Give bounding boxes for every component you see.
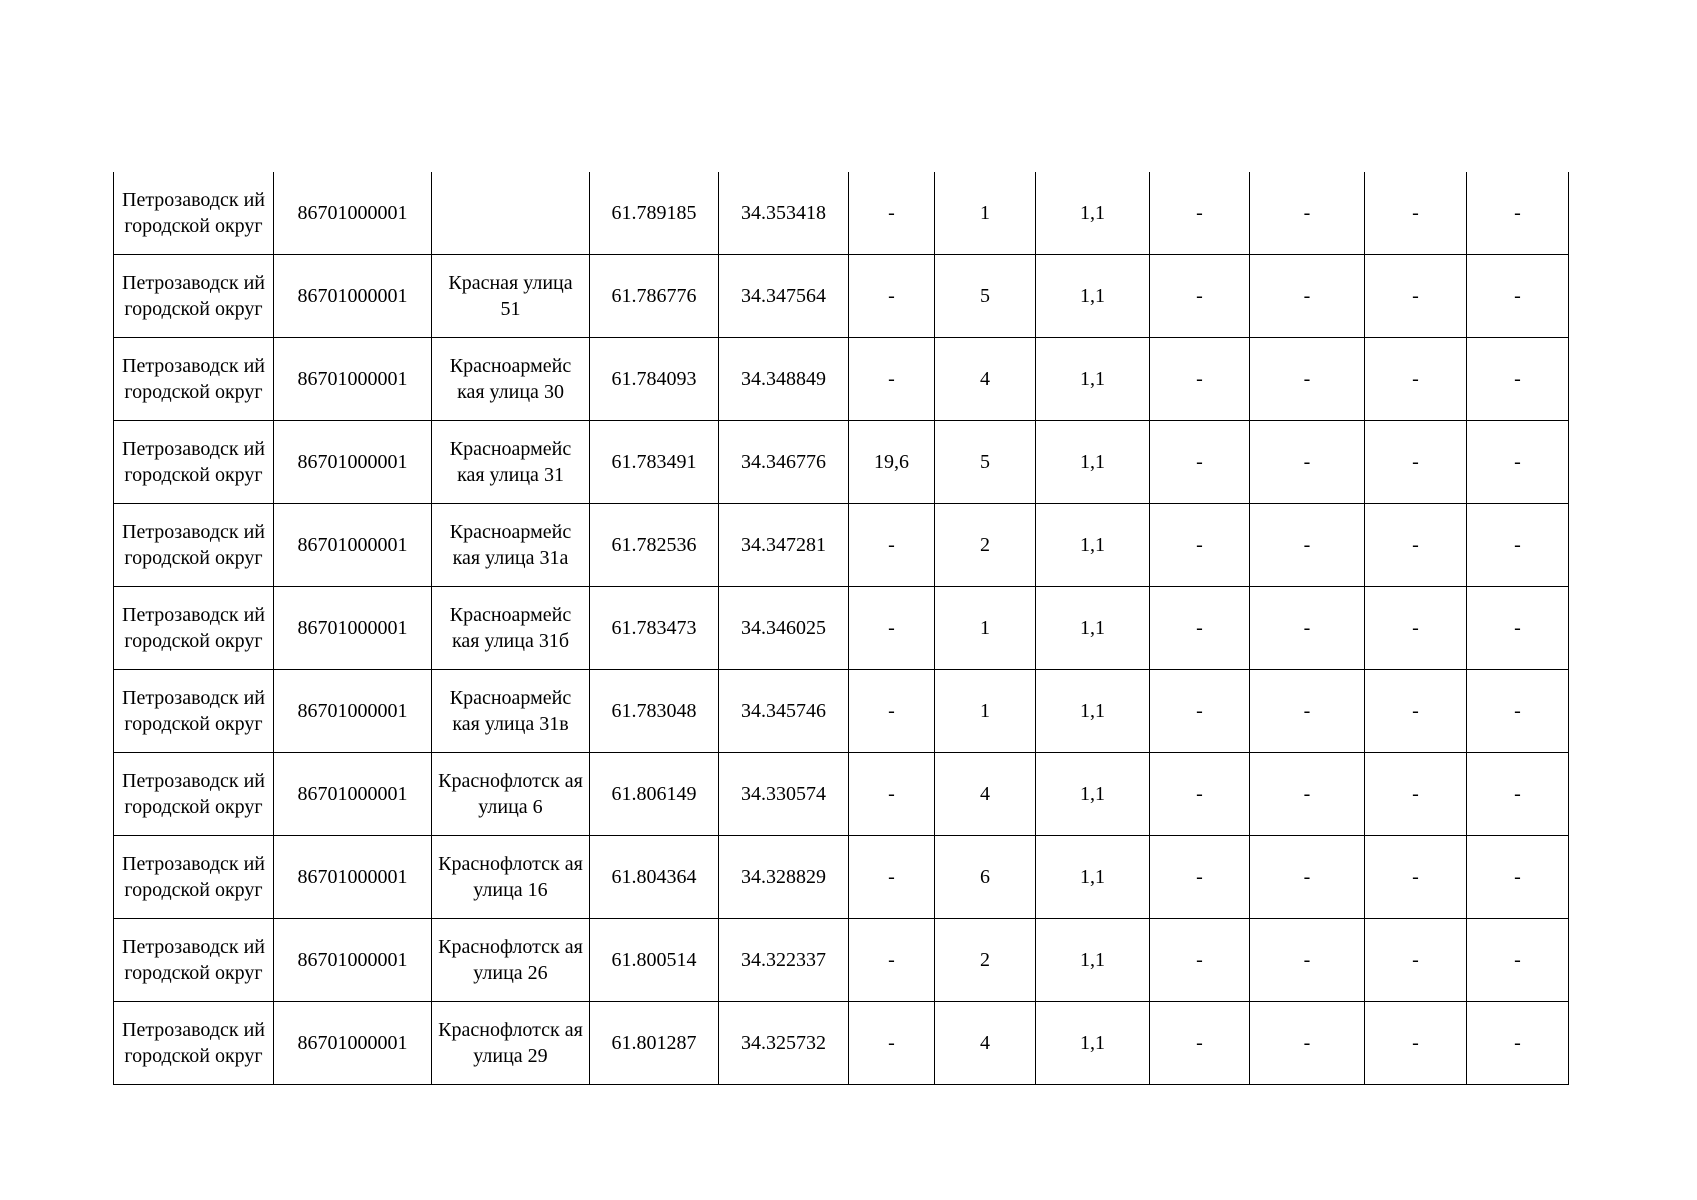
address-cell xyxy=(432,753,590,836)
value-cell-8-text: 1,1 xyxy=(1080,783,1105,805)
value-cell-6 xyxy=(849,753,935,836)
address-cell xyxy=(432,587,590,670)
value-cell-11-text: - xyxy=(1412,617,1419,639)
municipality-cell-text: Петрозаводск ий городской округ xyxy=(122,438,265,486)
value-cell-9 xyxy=(1150,587,1250,670)
value-cell-10-text: - xyxy=(1303,202,1311,224)
value-cell-7-text: 1 xyxy=(980,202,990,224)
longitude-cell-text: 34.345746 xyxy=(741,700,826,722)
latitude-cell xyxy=(590,753,719,836)
value-cell-8-text: 1,1 xyxy=(1080,285,1105,307)
address-cell-text: Красноармейс кая улица 31 xyxy=(449,438,572,486)
address-cell-text: Краснофлотск ая улица 16 xyxy=(438,853,583,901)
latitude-cell-text: 61.783048 xyxy=(611,700,697,722)
value-cell-11-text: - xyxy=(1412,451,1419,473)
oktmo-cell xyxy=(274,670,432,753)
value-cell-12-text: - xyxy=(1514,451,1521,473)
longitude-cell-text: 34.325732 xyxy=(741,1032,826,1054)
latitude-cell xyxy=(590,919,719,1002)
value-cell-8 xyxy=(1036,670,1150,753)
value-cell-11 xyxy=(1365,1002,1467,1085)
value-cell-6-text: - xyxy=(888,700,895,722)
value-cell-12 xyxy=(1467,1002,1569,1085)
value-cell-7-text: 6 xyxy=(980,866,990,888)
value-cell-6-text: - xyxy=(888,866,895,888)
value-cell-10-text: - xyxy=(1303,368,1311,390)
value-cell-10 xyxy=(1250,670,1365,753)
value-cell-6 xyxy=(849,670,935,753)
value-cell-10 xyxy=(1250,504,1365,587)
value-cell-8 xyxy=(1036,338,1150,421)
municipality-cell xyxy=(114,1002,274,1085)
value-cell-8-text: 1,1 xyxy=(1080,866,1105,888)
value-cell-11 xyxy=(1365,919,1467,1002)
value-cell-9 xyxy=(1150,670,1250,753)
value-cell-7-text: 1 xyxy=(980,700,990,722)
value-cell-6 xyxy=(849,338,935,421)
latitude-cell xyxy=(590,172,719,255)
municipality-cell-text: Петрозаводск ий городской округ xyxy=(122,189,265,237)
value-cell-11 xyxy=(1365,753,1467,836)
table-row xyxy=(114,1002,1569,1085)
table-row xyxy=(114,753,1569,836)
value-cell-7-text: 4 xyxy=(980,368,990,390)
value-cell-9 xyxy=(1150,338,1250,421)
longitude-cell-text: 34.353418 xyxy=(741,202,826,224)
value-cell-11 xyxy=(1365,172,1467,255)
value-cell-10 xyxy=(1250,172,1365,255)
latitude-cell-text: 61.789185 xyxy=(611,202,697,224)
value-cell-10-text: - xyxy=(1303,949,1311,971)
latitude-cell xyxy=(590,504,719,587)
value-cell-7 xyxy=(935,1002,1036,1085)
value-cell-9 xyxy=(1150,753,1250,836)
value-cell-11-text: - xyxy=(1412,949,1419,971)
oktmo-cell-text: 86701000001 xyxy=(297,285,408,307)
table-row xyxy=(114,338,1569,421)
value-cell-9 xyxy=(1150,421,1250,504)
value-cell-8-text: 1,1 xyxy=(1080,1032,1105,1054)
value-cell-6 xyxy=(849,587,935,670)
value-cell-7 xyxy=(935,421,1036,504)
value-cell-10 xyxy=(1250,836,1365,919)
value-cell-8-text: 1,1 xyxy=(1080,617,1105,639)
value-cell-6 xyxy=(849,421,935,504)
value-cell-7-text: 2 xyxy=(980,534,990,556)
oktmo-cell xyxy=(274,753,432,836)
latitude-cell-text: 61.783491 xyxy=(611,451,697,473)
value-cell-8 xyxy=(1036,836,1150,919)
municipality-cell-text: Петрозаводск ий городской округ xyxy=(122,604,265,652)
value-cell-9 xyxy=(1150,836,1250,919)
value-cell-9-text: - xyxy=(1196,202,1203,224)
value-cell-6 xyxy=(849,172,935,255)
value-cell-10-text: - xyxy=(1303,285,1311,307)
value-cell-10 xyxy=(1250,421,1365,504)
address-cell xyxy=(432,421,590,504)
longitude-cell xyxy=(719,255,849,338)
value-cell-9-text: - xyxy=(1196,451,1203,473)
value-cell-11 xyxy=(1365,504,1467,587)
value-cell-12-text: - xyxy=(1514,949,1521,971)
value-cell-10 xyxy=(1250,753,1365,836)
longitude-cell-text: 34.346025 xyxy=(741,617,826,639)
municipality-cell xyxy=(114,338,274,421)
value-cell-7-text: 5 xyxy=(980,451,990,473)
longitude-cell xyxy=(719,836,849,919)
value-cell-6-text: 19,6 xyxy=(874,451,909,473)
value-cell-6-text: - xyxy=(888,617,895,639)
latitude-cell-text: 61.784093 xyxy=(611,368,697,390)
value-cell-12 xyxy=(1467,255,1569,338)
value-cell-12-text: - xyxy=(1514,368,1521,390)
value-cell-7-text: 2 xyxy=(980,949,990,971)
value-cell-10 xyxy=(1250,255,1365,338)
value-cell-10 xyxy=(1250,919,1365,1002)
oktmo-cell-text: 86701000001 xyxy=(297,700,408,722)
value-cell-6-text: - xyxy=(888,285,895,307)
oktmo-cell xyxy=(274,255,432,338)
value-cell-6 xyxy=(849,919,935,1002)
value-cell-9-text: - xyxy=(1196,866,1203,888)
value-cell-9 xyxy=(1150,1002,1250,1085)
value-cell-6-text: - xyxy=(888,534,895,556)
value-cell-8-text: 1,1 xyxy=(1080,700,1105,722)
longitude-cell-text: 34.346776 xyxy=(741,451,826,473)
municipality-cell xyxy=(114,504,274,587)
address-cell xyxy=(432,255,590,338)
longitude-cell-text: 34.347281 xyxy=(741,534,826,556)
value-cell-6 xyxy=(849,1002,935,1085)
value-cell-11 xyxy=(1365,587,1467,670)
oktmo-cell xyxy=(274,587,432,670)
value-cell-11-text: - xyxy=(1412,202,1419,224)
address-cell xyxy=(432,504,590,587)
value-cell-8 xyxy=(1036,1002,1150,1085)
value-cell-11-text: - xyxy=(1412,534,1419,556)
value-cell-7 xyxy=(935,338,1036,421)
value-cell-12 xyxy=(1467,670,1569,753)
value-cell-8-text: 1,1 xyxy=(1080,202,1105,224)
municipality-cell xyxy=(114,753,274,836)
oktmo-cell-text: 86701000001 xyxy=(297,617,408,639)
latitude-cell xyxy=(590,670,719,753)
value-cell-7 xyxy=(935,255,1036,338)
latitude-cell-text: 61.783473 xyxy=(611,617,697,639)
value-cell-6-text: - xyxy=(888,783,895,805)
value-cell-11 xyxy=(1365,421,1467,504)
value-cell-8 xyxy=(1036,421,1150,504)
data-table xyxy=(113,172,1569,1085)
value-cell-10-text: - xyxy=(1303,534,1311,556)
value-cell-12-text: - xyxy=(1514,866,1521,888)
value-cell-10-text: - xyxy=(1303,1032,1311,1054)
value-cell-10-text: - xyxy=(1303,700,1311,722)
value-cell-9-text: - xyxy=(1196,700,1203,722)
value-cell-7 xyxy=(935,836,1036,919)
longitude-cell-text: 34.328829 xyxy=(741,866,826,888)
oktmo-cell xyxy=(274,172,432,255)
address-cell-text: Краснофлотск ая улица 29 xyxy=(438,1019,583,1067)
address-cell-text: Красноармейс кая улица 31а xyxy=(449,521,572,569)
value-cell-9-text: - xyxy=(1196,285,1203,307)
value-cell-12 xyxy=(1467,836,1569,919)
value-cell-12 xyxy=(1467,753,1569,836)
oktmo-cell-text: 86701000001 xyxy=(297,1032,408,1054)
value-cell-6 xyxy=(849,504,935,587)
latitude-cell-text: 61.806149 xyxy=(611,783,697,805)
value-cell-7-text: 4 xyxy=(980,1032,990,1054)
value-cell-12 xyxy=(1467,919,1569,1002)
value-cell-11-text: - xyxy=(1412,368,1419,390)
municipality-cell xyxy=(114,587,274,670)
latitude-cell xyxy=(590,1002,719,1085)
value-cell-7 xyxy=(935,670,1036,753)
value-cell-6 xyxy=(849,255,935,338)
value-cell-6-text: - xyxy=(888,1032,895,1054)
value-cell-12 xyxy=(1467,421,1569,504)
table-row xyxy=(114,172,1569,255)
value-cell-12 xyxy=(1467,338,1569,421)
value-cell-8-text: 1,1 xyxy=(1080,534,1105,556)
oktmo-cell-text: 86701000001 xyxy=(297,949,408,971)
longitude-cell-text: 34.322337 xyxy=(741,949,826,971)
table-row xyxy=(114,919,1569,1002)
longitude-cell xyxy=(719,753,849,836)
value-cell-11 xyxy=(1365,836,1467,919)
value-cell-11-text: - xyxy=(1412,1032,1419,1054)
municipality-cell-text: Петрозаводск ий городской округ xyxy=(122,272,265,320)
value-cell-7-text: 5 xyxy=(980,285,990,307)
table-row xyxy=(114,421,1569,504)
address-cell-text: Красная улица 51 xyxy=(448,272,573,320)
value-cell-10-text: - xyxy=(1303,783,1311,805)
value-cell-6 xyxy=(849,836,935,919)
value-cell-8 xyxy=(1036,172,1150,255)
municipality-cell-text: Петрозаводск ий городской округ xyxy=(122,770,265,818)
municipality-cell-text: Петрозаводск ий городской округ xyxy=(122,936,265,984)
value-cell-10 xyxy=(1250,338,1365,421)
value-cell-8-text: 1,1 xyxy=(1080,368,1105,390)
municipality-cell xyxy=(114,836,274,919)
latitude-cell-text: 61.782536 xyxy=(611,534,697,556)
municipality-cell xyxy=(114,172,274,255)
latitude-cell xyxy=(590,255,719,338)
address-cell xyxy=(432,919,590,1002)
value-cell-6-text: - xyxy=(888,949,895,971)
municipality-cell-text: Петрозаводск ий городской округ xyxy=(122,853,265,901)
value-cell-9 xyxy=(1150,919,1250,1002)
value-cell-12-text: - xyxy=(1514,534,1521,556)
value-cell-9-text: - xyxy=(1196,1032,1203,1054)
value-cell-11-text: - xyxy=(1412,285,1419,307)
value-cell-8 xyxy=(1036,919,1150,1002)
value-cell-7-text: 1 xyxy=(980,617,990,639)
address-cell-text: Краснофлотск ая улица 6 xyxy=(438,770,583,818)
oktmo-cell xyxy=(274,1002,432,1085)
value-cell-9-text: - xyxy=(1196,949,1203,971)
value-cell-11-text: - xyxy=(1412,700,1419,722)
value-cell-11 xyxy=(1365,338,1467,421)
table-row xyxy=(114,836,1569,919)
address-cell xyxy=(432,1002,590,1085)
value-cell-7 xyxy=(935,504,1036,587)
latitude-cell-text: 61.801287 xyxy=(611,1032,697,1054)
address-cell xyxy=(432,836,590,919)
oktmo-cell-text: 86701000001 xyxy=(297,866,408,888)
value-cell-11-text: - xyxy=(1412,866,1419,888)
value-cell-7-text: 4 xyxy=(980,783,990,805)
municipality-cell-text: Петрозаводск ий городской округ xyxy=(122,355,265,403)
longitude-cell-text: 34.347564 xyxy=(741,285,826,307)
value-cell-8-text: 1,1 xyxy=(1080,949,1105,971)
value-cell-8 xyxy=(1036,753,1150,836)
address-cell-text: Красноармейс кая улица 31в xyxy=(449,687,572,735)
value-cell-7 xyxy=(935,172,1036,255)
latitude-cell-text: 61.800514 xyxy=(611,949,697,971)
oktmo-cell-text: 86701000001 xyxy=(297,368,408,390)
value-cell-12-text: - xyxy=(1514,1032,1521,1054)
value-cell-12-text: - xyxy=(1514,202,1521,224)
latitude-cell xyxy=(590,338,719,421)
table-row xyxy=(114,255,1569,338)
oktmo-cell-text: 86701000001 xyxy=(297,451,408,473)
table-row xyxy=(114,670,1569,753)
value-cell-9 xyxy=(1150,172,1250,255)
value-cell-6-text: - xyxy=(888,368,895,390)
table-row xyxy=(114,504,1569,587)
value-cell-10-text: - xyxy=(1303,866,1311,888)
municipality-cell-text: Петрозаводск ий городской округ xyxy=(122,521,265,569)
address-cell-text: Краснофлотск ая улица 26 xyxy=(438,936,583,984)
value-cell-10-text: - xyxy=(1303,617,1311,639)
oktmo-cell xyxy=(274,338,432,421)
value-cell-10-text: - xyxy=(1303,451,1311,473)
value-cell-12-text: - xyxy=(1514,617,1521,639)
latitude-cell xyxy=(590,421,719,504)
oktmo-cell xyxy=(274,836,432,919)
value-cell-9-text: - xyxy=(1196,617,1203,639)
value-cell-8-text: 1,1 xyxy=(1080,451,1105,473)
oktmo-cell xyxy=(274,919,432,1002)
latitude-cell-text: 61.804364 xyxy=(611,866,697,888)
value-cell-8 xyxy=(1036,504,1150,587)
municipality-cell xyxy=(114,421,274,504)
oktmo-cell xyxy=(274,504,432,587)
longitude-cell-text: 34.348849 xyxy=(741,368,826,390)
table-row xyxy=(114,587,1569,670)
longitude-cell xyxy=(719,670,849,753)
oktmo-cell-text: 86701000001 xyxy=(297,783,408,805)
value-cell-6-text: - xyxy=(888,202,895,224)
latitude-cell-text: 61.786776 xyxy=(611,285,697,307)
value-cell-12-text: - xyxy=(1514,285,1521,307)
value-cell-11-text: - xyxy=(1412,783,1419,805)
longitude-cell xyxy=(719,338,849,421)
address-cell xyxy=(432,670,590,753)
address-cell xyxy=(432,172,590,255)
value-cell-10 xyxy=(1250,1002,1365,1085)
longitude-cell xyxy=(719,172,849,255)
value-cell-7 xyxy=(935,587,1036,670)
municipality-cell xyxy=(114,919,274,1002)
address-cell-text: Красноармейс кая улица 31б xyxy=(449,604,572,652)
municipality-cell-text: Петрозаводск ий городской округ xyxy=(122,1019,265,1067)
value-cell-12 xyxy=(1467,504,1569,587)
municipality-cell-text: Петрозаводск ий городской округ xyxy=(122,687,265,735)
municipality-cell xyxy=(114,255,274,338)
longitude-cell xyxy=(719,421,849,504)
oktmo-cell-text: 86701000001 xyxy=(297,534,408,556)
municipality-cell xyxy=(114,670,274,753)
value-cell-10 xyxy=(1250,587,1365,670)
value-cell-7 xyxy=(935,753,1036,836)
value-cell-12-text: - xyxy=(1514,783,1521,805)
value-cell-8 xyxy=(1036,587,1150,670)
address-cell-text: Красноармейс кая улица 30 xyxy=(449,355,572,403)
longitude-cell xyxy=(719,587,849,670)
oktmo-cell xyxy=(274,421,432,504)
value-cell-12-text: - xyxy=(1514,700,1521,722)
address-cell xyxy=(432,338,590,421)
longitude-cell xyxy=(719,504,849,587)
value-cell-12 xyxy=(1467,587,1569,670)
value-cell-9-text: - xyxy=(1196,534,1203,556)
value-cell-9 xyxy=(1150,504,1250,587)
value-cell-8 xyxy=(1036,255,1150,338)
value-cell-7 xyxy=(935,919,1036,1002)
longitude-cell xyxy=(719,919,849,1002)
value-cell-9 xyxy=(1150,255,1250,338)
value-cell-11 xyxy=(1365,255,1467,338)
value-cell-11 xyxy=(1365,670,1467,753)
value-cell-9-text: - xyxy=(1196,783,1203,805)
longitude-cell-text: 34.330574 xyxy=(741,783,826,805)
table-body xyxy=(114,172,1569,1085)
latitude-cell xyxy=(590,587,719,670)
value-cell-9-text: - xyxy=(1196,368,1203,390)
value-cell-12 xyxy=(1467,172,1569,255)
latitude-cell xyxy=(590,836,719,919)
longitude-cell xyxy=(719,1002,849,1085)
oktmo-cell-text: 86701000001 xyxy=(297,202,408,224)
